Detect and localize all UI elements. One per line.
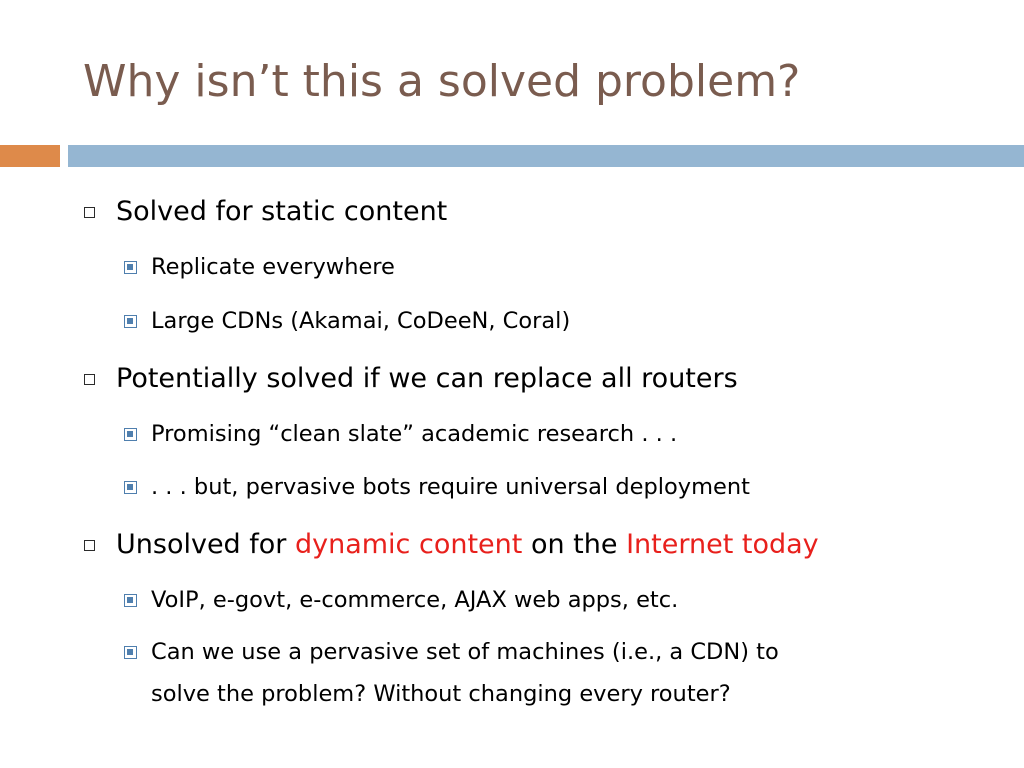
filled-square-bullet-icon: [124, 646, 137, 659]
bullet-item: Solved for static content: [116, 196, 448, 227]
bullet-item: Potentially solved if we can replace all routers: [116, 363, 738, 394]
filled-square-bullet-icon: [124, 594, 137, 607]
bullet-text: Unsolved for: [116, 529, 295, 560]
sub-bullet-item: . . . but, pervasive bots require universal deployment: [151, 474, 750, 500]
sub-bullet-item: Promising “clean slate” academic research . . .: [151, 421, 678, 447]
filled-square-bullet-icon: [124, 428, 137, 441]
bullet-item: [116, 528, 819, 562]
square-bullet-icon: [84, 207, 95, 218]
square-bullet-icon: [84, 540, 95, 551]
filled-square-bullet-icon: [124, 481, 137, 494]
square-bullet-icon: [84, 374, 95, 385]
filled-square-bullet-icon: [124, 261, 137, 274]
highlight-text: dynamic content: [294, 529, 523, 560]
sub-bullet-item: Large CDNs (Akamai, CoDeeN, Coral): [151, 308, 571, 334]
sub-bullet-item: VoIP, e-govt, e-commerce, AJAX web apps, etc.: [151, 587, 679, 613]
sub-bullet-item: Can we use a pervasive set of machines (i.e., a CDN) to: [151, 639, 779, 665]
sub-bullet-item-continued: solve the problem? Without changing every router?: [151, 681, 731, 707]
highlight-text: Internet today: [626, 529, 819, 560]
sub-bullet-item: Replicate everywhere: [151, 254, 395, 280]
bullet-text: on the: [522, 529, 627, 560]
slide-title: Why isn’t this a solved problem?: [83, 56, 801, 107]
filled-square-bullet-icon: [124, 315, 137, 328]
